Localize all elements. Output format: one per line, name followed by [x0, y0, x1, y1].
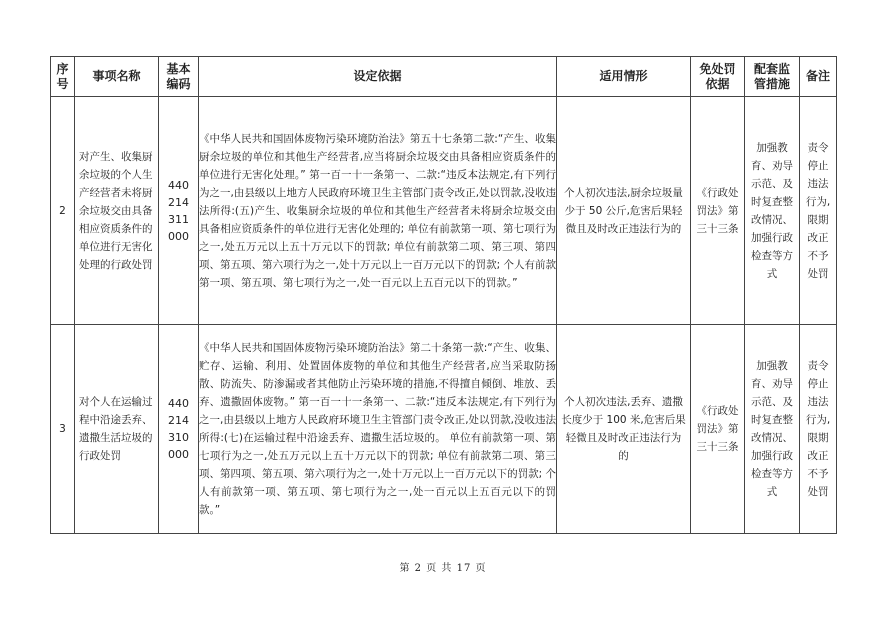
header-seq: 序号 [51, 57, 75, 97]
row-remarks: 责令停止违法行为,限期改正不予处罚 [800, 97, 837, 325]
row-name: 对产生、收集厨余垃圾的个人生产经营者未将厨余垃圾交由具备相应资质条件的单位进行无害化处理的行政处罚 [75, 97, 159, 325]
penalty-table [50, 56, 837, 534]
header-name: 事项名称 [75, 57, 159, 97]
row-measures: 加强教育、劝导示范、及时复查整改情况、加强行政检查等方式 [745, 325, 800, 534]
code-line: 311 [168, 212, 189, 226]
row-basis: 《中华人民共和国固体废物污染环境防治法》第二十条第一款:“产生、收集、贮存、运输、利用、处置固体废物的单位和其他生产经营者,应当采取防扬散、防流失、防渗漏或者其他防止污染环境的措施,不得擅自倾倒、堆放、丢弃、遗撒固体废物。” 第一百一十一条第一、二款:“违反本法规定,有下列行为之一,由县级以上地方人民政府环境卫生主管部门责令改正,处以罚款,没收违法所得:(七)在运输过程中沿途丢弃、遗撒生活垃圾的。 单位有前款第一项、第七项行为之一,处五万元以上五十万元以下的罚款; 单位有前款第二项、第三项、第四项、第五项、第六项行为之一,处十万元以上一百万元以下的罚款; 个人有前款第一项、第五项、第七项行为之一,处一百元以上五百元以下的罚款。” [199, 325, 557, 534]
row-basis: 《中华人民共和国固体废物污染环境防治法》第五十七条第二款:“产生、收集厨余垃圾的单位和其他生产经营者,应当将厨余垃圾交由具备相应资质条件的单位进行无害化处理。” 第一百一十一条第一、二款:“违反本法规定,有下列行为之一,由县级以上地方人民政府环境卫生主管部门责令改正,处以罚款,没收违法所得:(五)产生、收集厨余垃圾的单位和其他生产经营者未将厨余垃圾交由具备相应资质条件的单位进行无害化处理的; 单位有前款第一项、第七项行为之一,处五万元以上五十万元以下的罚款; 单位有前款第二项、第三项、第四项、第五项、第六项行为之一,处十万元以上一百万元以下的罚款; 个人有前款第一项、第五项、第七项行为之一,处一百元以上五百元以下的罚款。” [199, 97, 557, 325]
code-line: 000 [168, 448, 189, 461]
code-line: 214 [168, 195, 189, 209]
row-seq: 2 [51, 97, 75, 325]
row-scenario: 个人初次违法,厨余垃圾量少于 50 公斤,危害后果轻微且及时改正违法行为的 [557, 97, 691, 325]
row-exempt-basis: 《行政处罚法》第三十三条 [691, 325, 745, 534]
header-row [51, 57, 837, 97]
header-exempt-basis: 免处罚依据 [691, 57, 745, 97]
header-code: 基本编码 [159, 57, 199, 97]
code-line: 214 [168, 414, 189, 427]
row-scenario: 个人初次违法,丢弃、遗撒长度少于 100 米,危害后果轻微且及时改正违法行为的 [557, 325, 691, 534]
row-seq: 3 [51, 325, 75, 534]
row-remarks: 责令停止违法行为,限期改正不予处罚 [800, 325, 837, 534]
code-line: 310 [168, 431, 189, 444]
header-remarks: 备注 [800, 57, 837, 97]
header-basis: 设定依据 [199, 57, 557, 97]
row-exempt-basis: 《行政处罚法》第三十三条 [691, 97, 745, 325]
code-line: 440 [168, 397, 189, 410]
page-footer: 第 2 页 共 17 页 [399, 563, 487, 574]
header-measures: 配套监管措施 [745, 57, 800, 97]
code-line: 440 [168, 178, 189, 192]
table-row [51, 97, 837, 325]
row-measures: 加强教育、劝导示范、及时复查整改情况、加强行政检查等方式 [745, 97, 800, 325]
row-code [159, 325, 199, 534]
row-name: 对个人在运输过程中沿途丢弃、遗撒生活垃圾的行政处罚 [75, 325, 159, 534]
header-scenario: 适用情形 [557, 57, 691, 97]
row-code [159, 97, 199, 325]
table-row [51, 325, 837, 534]
code-line: 000 [168, 229, 189, 243]
